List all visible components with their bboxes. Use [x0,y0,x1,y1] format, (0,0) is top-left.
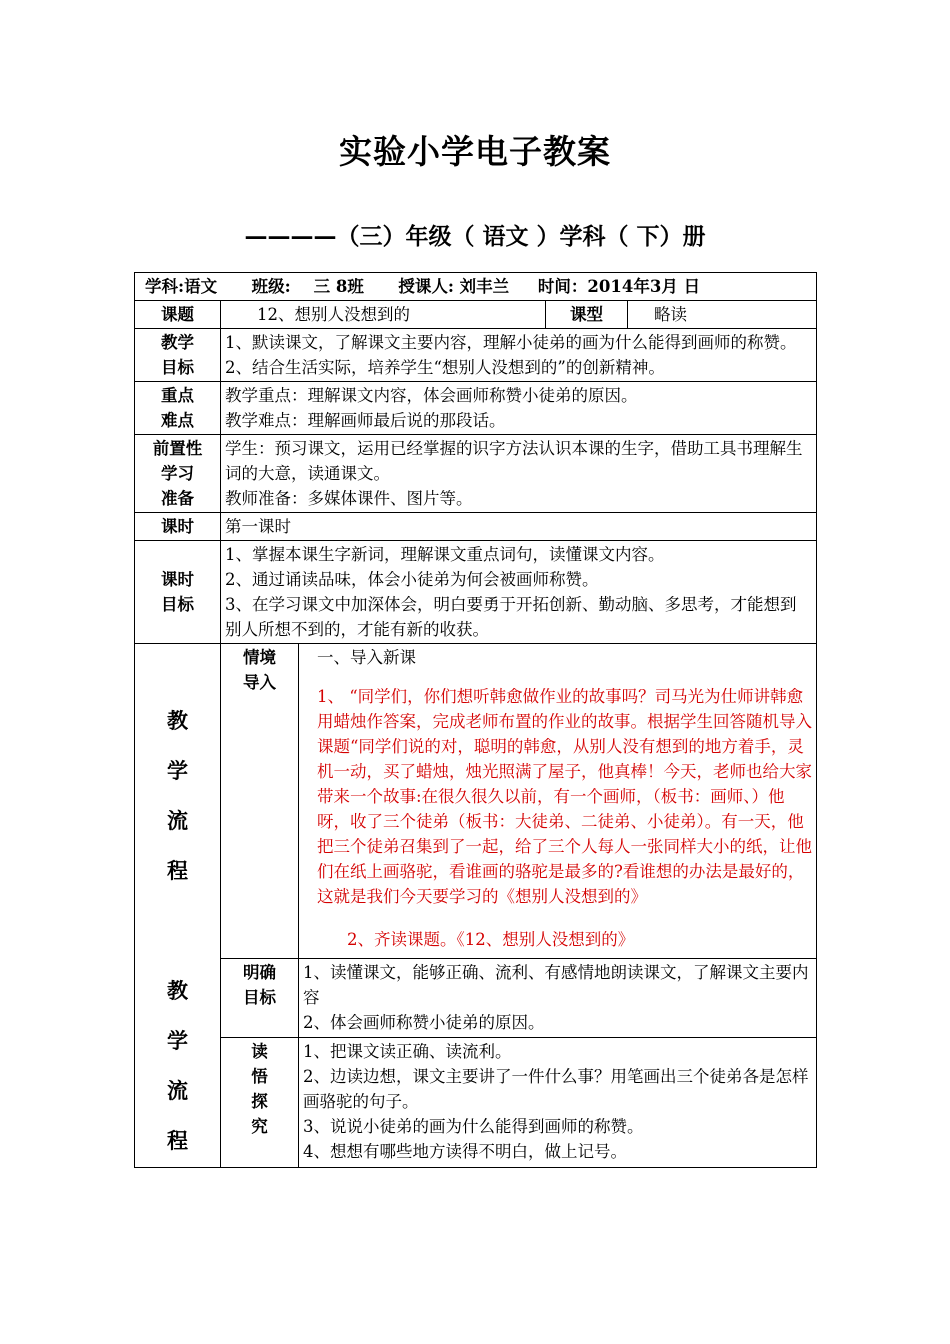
period-goal-line: 2、通过诵读品味，体会小徒弟为何会被画师称赞。 [225,570,599,589]
period-goals-label: 课时 目标 [135,541,221,644]
page-title: 实验小学电子教案 [339,132,611,171]
topic-label: 课题 [135,301,221,329]
class-label: 班级: [251,277,291,296]
explore-label: 读 悟 探 究 [221,1038,299,1168]
intro-heading: 一、导入新课 [317,648,416,667]
period-label: 课时 [135,513,221,541]
period-goal-line: 1、掌握本课生字新词，理解课文重点词句，读懂课文内容。 [225,545,665,564]
explore-line: 4、想想有哪些地方读得不明白，做上记号。 [303,1142,627,1161]
flow-explore-row [135,1038,817,1168]
type-value: 略读 [628,301,817,329]
intro-content [299,644,817,959]
intro-story: 1、 “同学们，你们想听韩愈做作业的故事吗？司马光为仕师讲韩愈用蜡烛作答案，完成老师布置的作业的故事。根据学生回答随机导入课题“同学们说的对，聪明的韩愈，从别人没有想到的地方着手，灵机一动，买了蜡烛，烛光照满了屋子，他真棒！今天，老师也给大家带来一个故事:在很久很久以前，有一个画师，（板书：画师、）他呀，收了三个徒弟（板书：大徒弟、二徒弟、小徒弟）。有一天，他把三个徒弟召集到了一起，给了三个人每人一张同样大小的纸，让他们在纸上画骆驼，看谁画的骆驼是最多的?看谁想的办法是最好的，这就是我们今天要学习的《想别人没想到的》 [317,687,812,906]
intro-label: 情境 导入 [221,644,299,959]
clarify-line: 1、读懂课文，能够正确、流利、有感情地朗读课文，了解课文主要内容 [303,962,809,1007]
explore-line: 2、边读边想，课文主要讲了一件什么事？用笔画出三个徒弟各是怎样画骆驼的句子。 [303,1067,809,1111]
prep-content [221,435,817,513]
period-row [135,513,817,541]
goal-line: 2、结合生活实际，培养学生“想别人没想到的”的创新精神。 [225,358,665,377]
clarify-label: 明确 目标 [221,958,299,1037]
page-subtitle: ————（三）年级（ 语文 ）学科（ 下）册 [244,223,706,250]
explore-line: 1、把课文读正确、读流利。 [303,1042,512,1061]
goals-row [135,329,817,382]
key-row [135,382,817,435]
clarify-content [299,958,817,1037]
type-label: 课型 [546,301,628,329]
topic-value: 12、想别人没想到的 [221,301,546,329]
prep-line: 学生：预习课文，运用已经掌握的识字方法认识本课的生字，借助工具书理解生词的大意，读通课文。 [225,439,803,483]
explore-content [299,1038,817,1168]
goals-content [221,329,817,382]
header-row [135,273,817,301]
flow-clarify-row [135,958,817,1037]
key-line: 教学重点：理解课文内容，体会画师称赞小徒弟的原因。 [225,386,638,405]
teacher-label: 授课人: 刘丰兰 [398,277,510,296]
time-label: 时间：2014年3月 日 [537,277,701,296]
goals-label: 教学 目标 [135,329,221,382]
lesson-plan-table [134,272,817,1168]
period-goal-line: 3、在学习课文中加深体会，明白要勇于开拓创新、勤动脑、多思考，才能想到 别人所想不到的，才能有新的收获。 [225,595,797,639]
flow-intro-row [135,644,817,959]
key-content [221,382,817,435]
key-line: 教学难点：理解画师最后说的那段话。 [225,411,506,430]
period-goals-row [135,541,817,644]
period-value: 第一课时 [221,513,817,541]
goal-line: 1、默读课文，了解课文主要内容，理解小徒弟的画为什么能得到画师的称赞。 [225,333,797,352]
intro-read-title: 2、齐读课题。《12、想别人没想到的》 [347,930,635,949]
prep-row [135,435,817,513]
prep-label: 前置性 学习 准备 [135,435,221,513]
subject-label: 学科:语文 [145,277,218,296]
class-value: 三 8班 [313,277,364,296]
flow-big-label: 教 学 流 程 教 学 流 程 [135,644,221,1168]
explore-line: 3、说说小徒弟的画为什么能得到画师的称赞。 [303,1117,644,1136]
clarify-line: 2、体会画师称赞小徒弟的原因。 [303,1012,545,1032]
period-goals-content [221,541,817,644]
prep-line: 教师准备：多媒体课件、图片等。 [225,489,473,508]
topic-row [135,301,817,329]
key-label: 重点 难点 [135,382,221,435]
